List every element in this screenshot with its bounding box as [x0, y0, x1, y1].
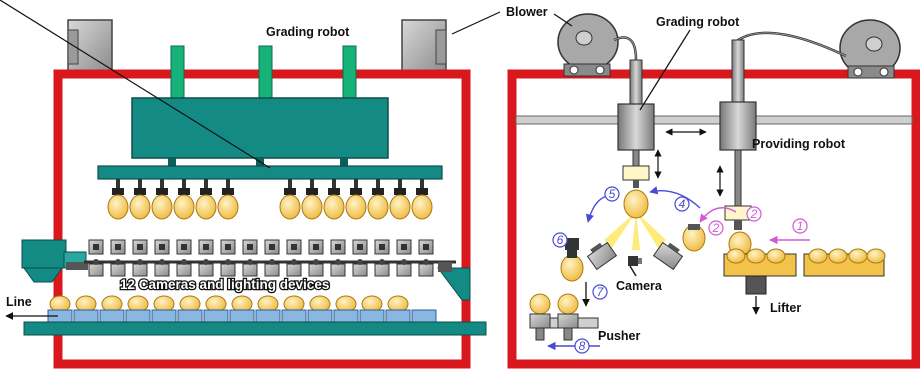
- tray-cell: [412, 310, 436, 322]
- camera-small: [628, 256, 642, 276]
- step-marker-7: [593, 285, 607, 299]
- blower-right: [840, 20, 900, 78]
- robot-arm: [343, 46, 356, 98]
- egg: [829, 249, 847, 263]
- suction-cup: [112, 179, 124, 195]
- tray-cell: [74, 310, 98, 322]
- providing-robot-label: Providing robot: [752, 137, 846, 151]
- step-number: 4: [678, 197, 686, 211]
- camera-device: [89, 240, 103, 276]
- egg-held: [624, 190, 648, 218]
- suction-cup: [394, 179, 406, 195]
- egg: [196, 195, 216, 219]
- hose: [738, 33, 846, 100]
- camera-label: Camera: [616, 279, 662, 293]
- step-marker-2: [747, 207, 761, 221]
- step-number: 5: [608, 187, 616, 201]
- camera-device: [133, 240, 147, 276]
- suction-cup: [328, 179, 340, 195]
- grading-robot-label-right: Grading robot: [656, 15, 740, 29]
- camera-device: [199, 240, 213, 276]
- egg: [152, 195, 172, 219]
- lifter-label: Lifter: [770, 301, 802, 315]
- step-marker-8: [575, 339, 589, 353]
- robot-arm: [259, 46, 272, 98]
- camera-device: [287, 240, 301, 276]
- blower-pointer: [452, 12, 500, 34]
- step-marker-4: [675, 197, 689, 211]
- camera-device: [265, 240, 279, 276]
- horizontal-rail: [516, 116, 912, 124]
- egg: [302, 195, 322, 219]
- tray-cell: [334, 310, 358, 322]
- step-marker-1: [793, 219, 807, 233]
- egg: [767, 249, 785, 263]
- egg: [130, 195, 150, 219]
- egg-step6: [561, 255, 583, 281]
- grading-robot-label-left: Grading robot: [266, 25, 350, 39]
- line-label: Line: [6, 295, 32, 309]
- grading-robot-body: [132, 98, 388, 158]
- pusher-label: Pusher: [598, 329, 641, 343]
- tray-cell: [126, 310, 150, 322]
- camera-device: [221, 240, 235, 276]
- tray-cell: [256, 310, 280, 322]
- blower-label: Blower: [506, 5, 548, 19]
- step-number: 2: [750, 207, 758, 221]
- step-number: 1: [796, 219, 804, 233]
- egg: [530, 294, 550, 314]
- suction-cup: [350, 179, 362, 195]
- tray-cell: [178, 310, 202, 322]
- egg: [346, 195, 366, 219]
- output-conveyor: [24, 322, 486, 335]
- egg: [108, 195, 128, 219]
- step-marker-3: [709, 221, 723, 235]
- suction-cup: [156, 179, 168, 195]
- tray-cell: [386, 310, 410, 322]
- right-panel: [452, 5, 916, 364]
- egg: [412, 195, 432, 219]
- right-blower-box: [402, 20, 446, 74]
- camera-device: [419, 240, 433, 276]
- tray-cell: [230, 310, 254, 322]
- suction-cup: [178, 179, 190, 195]
- egg: [324, 195, 344, 219]
- camera-device: [243, 240, 257, 276]
- camera-device: [375, 240, 389, 276]
- egg: [849, 249, 867, 263]
- camera-device: [331, 240, 345, 276]
- grading-robot-right: [618, 60, 654, 188]
- lifter: [746, 276, 766, 294]
- camera-device: [111, 240, 125, 276]
- suction-cup: [134, 179, 146, 195]
- tray-cell: [282, 310, 306, 322]
- camera-device: [155, 240, 169, 276]
- tray-cell: [152, 310, 176, 322]
- egg: [558, 294, 578, 314]
- egg: [809, 249, 827, 263]
- cameras-label: 12 Cameras and lighting devices: [120, 277, 330, 292]
- tray-cell: [100, 310, 124, 322]
- step-marker-5: [605, 187, 619, 201]
- step-number: 6: [556, 233, 564, 247]
- tray-cell: [308, 310, 332, 322]
- robot-arm: [171, 46, 184, 98]
- egg: [727, 249, 745, 263]
- tray-cell: [360, 310, 384, 322]
- suction-cup: [200, 179, 212, 195]
- egg: [390, 195, 410, 219]
- egg: [218, 195, 238, 219]
- suction-cup: [416, 179, 428, 195]
- egg: [747, 249, 765, 263]
- step-number: 8: [578, 339, 586, 353]
- pusher-unit: [530, 314, 598, 340]
- step-marker-6: [553, 233, 567, 247]
- step-number: 2: [712, 221, 720, 235]
- egg: [280, 195, 300, 219]
- egg: [867, 249, 885, 263]
- suction-cup: [284, 179, 296, 195]
- egg-loader-machine: [22, 240, 88, 282]
- camera-device: [177, 240, 191, 276]
- exit-chute: [438, 262, 470, 300]
- suction-cup: [306, 179, 318, 195]
- egg: [368, 195, 388, 219]
- providing-robot: [720, 40, 756, 230]
- tray-cell: [204, 310, 228, 322]
- suction-cup: [372, 179, 384, 195]
- camera-device: [353, 240, 367, 276]
- egg: [174, 195, 194, 219]
- camera-device: [309, 240, 323, 276]
- camera-device: [397, 240, 411, 276]
- suction-cup: [222, 179, 234, 195]
- step-number: 7: [596, 285, 604, 299]
